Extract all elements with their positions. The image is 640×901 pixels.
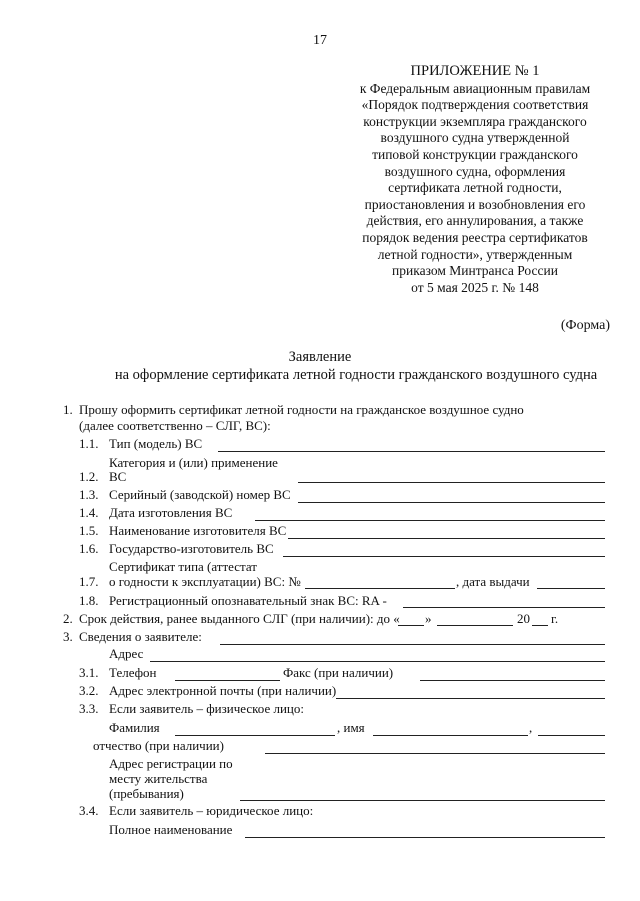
form-label: (Форма) bbox=[560, 318, 610, 333]
aircraft-type-field[interactable] bbox=[218, 451, 605, 452]
manufacturer-field[interactable] bbox=[288, 538, 605, 539]
comma-label: , bbox=[529, 720, 533, 735]
type-certificate-number-field[interactable] bbox=[305, 588, 455, 589]
appendix-line: воздушного судна, оформления bbox=[384, 163, 566, 179]
fax-label: Факс (при наличии) bbox=[283, 665, 394, 680]
item-1-2-label-cont: ВС bbox=[109, 469, 127, 484]
manufacture-date-field[interactable] bbox=[255, 520, 605, 521]
phone-field[interactable] bbox=[175, 680, 280, 681]
page-number: 17 bbox=[313, 33, 327, 48]
validity-day-field[interactable] bbox=[398, 625, 424, 626]
patronymic-field[interactable] bbox=[265, 753, 605, 754]
name-field[interactable] bbox=[373, 735, 528, 736]
item-1-6-number: 1.6. bbox=[79, 541, 99, 556]
appendix-line: «Порядок подтверждения соответствия bbox=[361, 97, 589, 113]
item-3-1-number: 3.1. bbox=[79, 665, 99, 680]
item-1-7-label: Сертификат типа (аттестат bbox=[109, 559, 257, 574]
appendix-heading: ПРИЛОЖЕНИЕ № 1 bbox=[410, 63, 540, 79]
item-3-2-number: 3.2. bbox=[79, 683, 99, 698]
reg-address-label: Адрес регистрации по bbox=[109, 756, 233, 771]
full-name-label: Полное наименование bbox=[109, 822, 233, 837]
item-1-3-label: Серийный (заводской) номер ВС bbox=[109, 487, 291, 502]
appendix-line: приостановления и возобновления его bbox=[364, 196, 586, 212]
item-1-1-label: Тип (модель) ВС bbox=[109, 436, 203, 451]
registration-mark-field[interactable] bbox=[403, 607, 605, 608]
serial-number-field[interactable] bbox=[298, 502, 605, 503]
email-label: Адрес электронной почты (при наличии) bbox=[109, 683, 337, 698]
individual-label: Если заявитель – физическое лицо: bbox=[109, 701, 304, 716]
appendix-block bbox=[330, 63, 620, 296]
fax-field[interactable] bbox=[420, 680, 605, 681]
phone-label: Телефон bbox=[109, 665, 157, 680]
item-1-4-label: Дата изготовления ВС bbox=[109, 505, 233, 520]
name-label: , имя bbox=[337, 720, 365, 735]
item-1-4-number: 1.4. bbox=[79, 505, 99, 520]
appendix-line: сертификата летной годности, bbox=[388, 180, 562, 196]
section-1-number: 1. bbox=[63, 402, 73, 417]
document-title: Заявление bbox=[288, 349, 352, 365]
appendix-line: воздушного судна утвержденной bbox=[380, 130, 570, 146]
reg-address-label-cont: месту жительства bbox=[109, 771, 208, 786]
address-field[interactable] bbox=[150, 661, 605, 662]
appendix-line: типовой конструкции гражданского bbox=[372, 146, 578, 162]
item-1-7-label-cont: о годности к эксплуатации) ВС: № bbox=[109, 574, 301, 589]
appendix-line: действия, его аннулирования, а также bbox=[366, 213, 584, 229]
validity-year-field[interactable] bbox=[532, 625, 548, 626]
appendix-line: приказом Минтранса России bbox=[392, 263, 558, 279]
legal-entity-label: Если заявитель – юридическое лицо: bbox=[109, 803, 314, 818]
year-suffix: г. bbox=[551, 611, 559, 626]
issue-date-field[interactable] bbox=[537, 588, 605, 589]
appendix-line: порядок ведения реестра сертификатов bbox=[362, 229, 588, 245]
patronymic-label: отчество (при наличии) bbox=[93, 738, 224, 753]
item-1-2-label: Категория и (или) применение bbox=[109, 455, 278, 470]
surname-field[interactable] bbox=[175, 735, 335, 736]
name-extra-field[interactable] bbox=[538, 735, 605, 736]
email-field[interactable] bbox=[336, 698, 605, 699]
validity-month-field[interactable] bbox=[437, 625, 513, 626]
issue-date-label: , дата выдачи bbox=[456, 574, 530, 589]
reg-address-field[interactable] bbox=[240, 800, 605, 801]
address-label: Адрес bbox=[109, 646, 144, 661]
appendix-line: летной годности», утвержденным bbox=[377, 246, 573, 262]
item-3-4-number: 3.4. bbox=[79, 803, 99, 818]
surname-label: Фамилия bbox=[109, 720, 160, 735]
item-1-3-number: 1.3. bbox=[79, 487, 99, 502]
section-1-text: Прошу оформить сертификат летной годности на гражданское воздушное судно bbox=[79, 402, 524, 417]
applicant-field[interactable] bbox=[220, 644, 605, 645]
item-1-1-number: 1.1. bbox=[79, 436, 99, 451]
item-1-8-number: 1.8. bbox=[79, 593, 99, 608]
section-1-text-cont: (далее соответственно – СЛГ, ВС): bbox=[79, 418, 271, 433]
item-1-5-label: Наименование изготовителя ВС bbox=[109, 523, 287, 538]
item-1-7-number: 1.7. bbox=[79, 574, 99, 589]
item-1-6-label: Государство-изготовитель ВС bbox=[109, 541, 274, 556]
section-2-number: 2. bbox=[63, 611, 73, 626]
manufacturer-state-field[interactable] bbox=[283, 556, 605, 557]
section-3-text: Сведения о заявителе: bbox=[79, 629, 202, 644]
document-subtitle: на оформление сертификата летной годности гражданского воздушного судна bbox=[114, 367, 598, 383]
quote-close: » bbox=[425, 611, 432, 626]
year-prefix: 20 bbox=[517, 611, 530, 626]
section-3-number: 3. bbox=[63, 629, 73, 644]
appendix-line: от 5 мая 2025 г. № 148 bbox=[411, 279, 539, 295]
category-field[interactable] bbox=[298, 482, 605, 483]
item-3-3-number: 3.3. bbox=[79, 701, 99, 716]
item-1-8-label: Регистрационный опознавательный знак ВС: RA - bbox=[109, 593, 387, 608]
full-name-field[interactable] bbox=[245, 837, 605, 838]
appendix-line: конструкции экземпляра гражданского bbox=[363, 113, 587, 129]
section-2-text: Срок действия, ранее выданного СЛГ (при наличии): до « bbox=[79, 611, 400, 626]
reg-address-label-cont: (пребывания) bbox=[109, 786, 184, 801]
item-1-5-number: 1.5. bbox=[79, 523, 99, 538]
item-1-2-number: 1.2. bbox=[79, 469, 99, 484]
appendix-line: к Федеральным авиационным правилам bbox=[359, 80, 591, 96]
